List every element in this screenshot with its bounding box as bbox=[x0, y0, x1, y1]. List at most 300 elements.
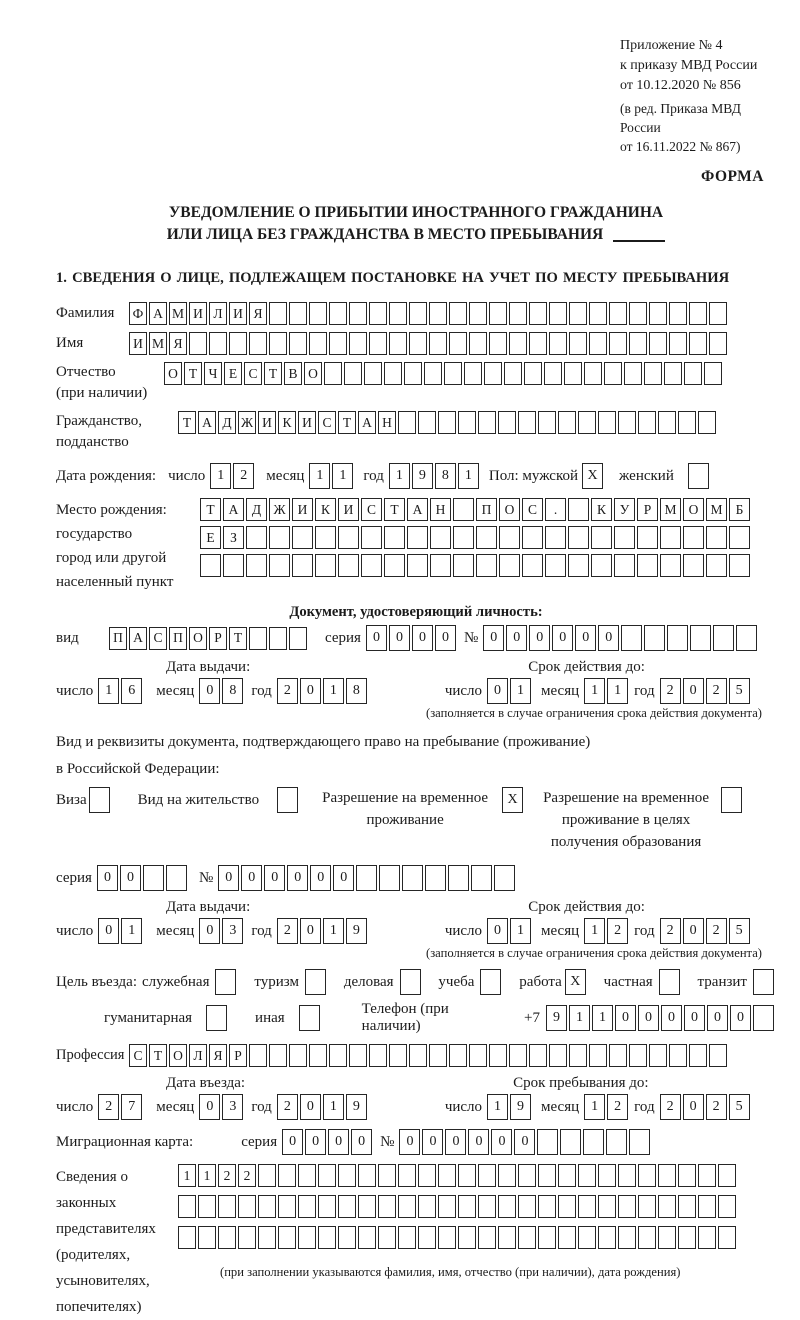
char-box[interactable] bbox=[389, 302, 407, 325]
stay-series-boxes[interactable] bbox=[97, 865, 189, 891]
char-box[interactable] bbox=[200, 554, 221, 577]
char-box[interactable]: 0 bbox=[598, 625, 619, 651]
char-box[interactable]: 0 bbox=[684, 1005, 705, 1031]
char-box[interactable] bbox=[315, 554, 336, 577]
char-box[interactable] bbox=[529, 1044, 547, 1067]
sex-male-checkbox[interactable] bbox=[582, 463, 605, 489]
char-box[interactable]: П bbox=[169, 627, 187, 650]
char-box[interactable]: 0 bbox=[218, 865, 239, 891]
char-box[interactable] bbox=[614, 526, 635, 549]
char-box[interactable] bbox=[658, 1164, 676, 1187]
char-box[interactable] bbox=[378, 1195, 396, 1218]
birth-year-boxes[interactable] bbox=[389, 463, 481, 489]
char-box[interactable] bbox=[384, 362, 402, 385]
char-box[interactable]: 1 bbox=[584, 1094, 605, 1120]
char-box[interactable] bbox=[489, 332, 507, 355]
char-box[interactable] bbox=[729, 554, 750, 577]
char-box[interactable] bbox=[664, 362, 682, 385]
char-box[interactable] bbox=[558, 411, 576, 434]
char-box[interactable] bbox=[215, 969, 236, 995]
char-box[interactable] bbox=[453, 498, 474, 521]
char-box[interactable]: 0 bbox=[683, 678, 704, 704]
char-box[interactable]: Я bbox=[249, 302, 267, 325]
char-box[interactable]: Д bbox=[218, 411, 236, 434]
char-box[interactable] bbox=[569, 1044, 587, 1067]
char-box[interactable]: 0 bbox=[435, 625, 456, 651]
char-box[interactable] bbox=[638, 411, 656, 434]
char-box[interactable] bbox=[659, 969, 680, 995]
char-box[interactable]: 0 bbox=[310, 865, 331, 891]
char-box[interactable] bbox=[458, 1195, 476, 1218]
char-box[interactable] bbox=[379, 865, 400, 891]
char-box[interactable]: . bbox=[545, 498, 566, 521]
char-box[interactable] bbox=[298, 1195, 316, 1218]
char-box[interactable]: 2 bbox=[277, 678, 298, 704]
char-box[interactable] bbox=[537, 1129, 558, 1155]
char-box[interactable] bbox=[358, 1164, 376, 1187]
char-box[interactable] bbox=[400, 969, 421, 995]
char-box[interactable] bbox=[89, 787, 110, 813]
entry-month[interactable] bbox=[199, 1094, 245, 1120]
char-box[interactable] bbox=[478, 1195, 496, 1218]
purpose-transit-checkbox[interactable] bbox=[753, 969, 776, 995]
char-box[interactable]: Ч bbox=[204, 362, 222, 385]
char-box[interactable]: А bbox=[407, 498, 428, 521]
char-box[interactable]: 2 bbox=[607, 1094, 628, 1120]
char-box[interactable] bbox=[289, 302, 307, 325]
char-box[interactable] bbox=[438, 411, 456, 434]
char-box[interactable] bbox=[338, 526, 359, 549]
char-box[interactable] bbox=[278, 1195, 296, 1218]
char-box[interactable] bbox=[458, 1226, 476, 1249]
doc-issue-year[interactable] bbox=[277, 678, 369, 704]
char-box[interactable]: 8 bbox=[222, 678, 243, 704]
char-box[interactable] bbox=[614, 554, 635, 577]
char-box[interactable] bbox=[568, 554, 589, 577]
char-box[interactable] bbox=[249, 1044, 267, 1067]
char-box[interactable]: 0 bbox=[199, 678, 220, 704]
char-box[interactable] bbox=[338, 1226, 356, 1249]
char-box[interactable] bbox=[289, 627, 307, 650]
char-box[interactable] bbox=[609, 332, 627, 355]
char-box[interactable]: 0 bbox=[98, 918, 119, 944]
char-box[interactable] bbox=[398, 1195, 416, 1218]
char-box[interactable] bbox=[469, 302, 487, 325]
char-box[interactable]: Т bbox=[149, 1044, 167, 1067]
stay-valid-day[interactable] bbox=[487, 918, 533, 944]
char-box[interactable]: М bbox=[149, 332, 167, 355]
char-box[interactable]: 1 bbox=[198, 1164, 216, 1187]
char-box[interactable]: Т bbox=[264, 362, 282, 385]
char-box[interactable] bbox=[229, 332, 247, 355]
surname-boxes[interactable] bbox=[129, 302, 729, 325]
char-box[interactable]: М bbox=[660, 498, 681, 521]
char-box[interactable]: М bbox=[169, 302, 187, 325]
doc-type-boxes[interactable] bbox=[109, 627, 309, 650]
char-box[interactable]: 2 bbox=[218, 1164, 236, 1187]
char-box[interactable] bbox=[569, 332, 587, 355]
char-box[interactable] bbox=[384, 554, 405, 577]
char-box[interactable]: 0 bbox=[468, 1129, 489, 1155]
char-box[interactable]: 3 bbox=[222, 1094, 243, 1120]
char-box[interactable] bbox=[538, 1195, 556, 1218]
char-box[interactable] bbox=[522, 526, 543, 549]
char-box[interactable] bbox=[329, 332, 347, 355]
char-box[interactable]: С bbox=[522, 498, 543, 521]
char-box[interactable] bbox=[448, 865, 469, 891]
patronymic-boxes[interactable] bbox=[164, 362, 724, 385]
char-box[interactable] bbox=[378, 1164, 396, 1187]
char-box[interactable] bbox=[292, 554, 313, 577]
char-box[interactable] bbox=[246, 554, 267, 577]
char-box[interactable] bbox=[618, 1195, 636, 1218]
char-box[interactable] bbox=[238, 1195, 256, 1218]
char-box[interactable] bbox=[721, 787, 742, 813]
char-box[interactable] bbox=[218, 1195, 236, 1218]
char-box[interactable]: 0 bbox=[282, 1129, 303, 1155]
char-box[interactable]: 1 bbox=[98, 678, 119, 704]
char-box[interactable] bbox=[409, 1044, 427, 1067]
char-box[interactable]: 0 bbox=[514, 1129, 535, 1155]
char-box[interactable] bbox=[498, 1164, 516, 1187]
char-box[interactable] bbox=[349, 302, 367, 325]
char-box[interactable] bbox=[349, 1044, 367, 1067]
char-box[interactable]: О bbox=[304, 362, 322, 385]
birthplace-row1-boxes[interactable] bbox=[200, 498, 752, 521]
char-box[interactable]: С bbox=[361, 498, 382, 521]
char-box[interactable] bbox=[429, 332, 447, 355]
char-box[interactable] bbox=[418, 1195, 436, 1218]
char-box[interactable]: М bbox=[706, 498, 727, 521]
char-box[interactable]: 2 bbox=[98, 1094, 119, 1120]
purpose-humanitarian-checkbox[interactable] bbox=[206, 1005, 229, 1031]
char-box[interactable] bbox=[499, 526, 520, 549]
char-box[interactable] bbox=[318, 1226, 336, 1249]
char-box[interactable] bbox=[189, 332, 207, 355]
char-box[interactable] bbox=[509, 1044, 527, 1067]
char-box[interactable] bbox=[358, 1195, 376, 1218]
char-box[interactable] bbox=[624, 362, 642, 385]
char-box[interactable] bbox=[669, 332, 687, 355]
char-box[interactable]: Л bbox=[189, 1044, 207, 1067]
char-box[interactable]: 1 bbox=[584, 918, 605, 944]
char-box[interactable] bbox=[558, 1195, 576, 1218]
char-box[interactable] bbox=[578, 1164, 596, 1187]
char-box[interactable] bbox=[609, 1044, 627, 1067]
char-box[interactable] bbox=[638, 1226, 656, 1249]
char-box[interactable] bbox=[369, 332, 387, 355]
char-box[interactable]: 0 bbox=[300, 918, 321, 944]
char-box[interactable]: А bbox=[358, 411, 376, 434]
char-box[interactable] bbox=[683, 526, 704, 549]
char-box[interactable] bbox=[409, 332, 427, 355]
char-box[interactable]: Ф bbox=[129, 302, 147, 325]
char-box[interactable] bbox=[658, 411, 676, 434]
char-box[interactable] bbox=[407, 526, 428, 549]
char-box[interactable] bbox=[649, 302, 667, 325]
char-box[interactable]: 3 bbox=[222, 918, 243, 944]
char-box[interactable]: 6 bbox=[121, 678, 142, 704]
char-box[interactable]: С bbox=[244, 362, 262, 385]
char-box[interactable] bbox=[704, 362, 722, 385]
char-box[interactable] bbox=[753, 969, 774, 995]
char-box[interactable]: 0 bbox=[328, 1129, 349, 1155]
char-box[interactable] bbox=[361, 554, 382, 577]
char-box[interactable]: 2 bbox=[706, 678, 727, 704]
char-box[interactable] bbox=[358, 1226, 376, 1249]
char-box[interactable] bbox=[258, 1195, 276, 1218]
char-box[interactable] bbox=[349, 332, 367, 355]
char-box[interactable]: 2 bbox=[238, 1164, 256, 1187]
char-box[interactable]: А bbox=[198, 411, 216, 434]
char-box[interactable]: И bbox=[258, 411, 276, 434]
char-box[interactable]: Р bbox=[229, 1044, 247, 1067]
char-box[interactable]: Е bbox=[200, 526, 221, 549]
char-box[interactable] bbox=[418, 1164, 436, 1187]
char-box[interactable] bbox=[591, 554, 612, 577]
residence-permit-checkbox[interactable] bbox=[277, 787, 300, 813]
visa-checkbox[interactable] bbox=[89, 787, 112, 813]
char-box[interactable]: 1 bbox=[510, 678, 531, 704]
char-box[interactable] bbox=[402, 865, 423, 891]
entry-day[interactable] bbox=[98, 1094, 144, 1120]
char-box[interactable] bbox=[549, 302, 567, 325]
char-box[interactable] bbox=[344, 362, 362, 385]
char-box[interactable] bbox=[690, 625, 711, 651]
char-box[interactable] bbox=[318, 1164, 336, 1187]
char-box[interactable]: 0 bbox=[683, 918, 704, 944]
char-box[interactable]: Ж bbox=[269, 498, 290, 521]
char-box[interactable] bbox=[568, 526, 589, 549]
char-box[interactable] bbox=[329, 302, 347, 325]
char-box[interactable]: О bbox=[189, 627, 207, 650]
char-box[interactable]: С bbox=[318, 411, 336, 434]
char-box[interactable]: П bbox=[109, 627, 127, 650]
char-box[interactable]: 0 bbox=[483, 625, 504, 651]
char-box[interactable] bbox=[269, 554, 290, 577]
char-box[interactable] bbox=[209, 332, 227, 355]
char-box[interactable] bbox=[589, 332, 607, 355]
char-box[interactable]: Р bbox=[209, 627, 227, 650]
char-box[interactable] bbox=[269, 302, 287, 325]
char-box[interactable] bbox=[698, 1195, 716, 1218]
char-box[interactable] bbox=[578, 1226, 596, 1249]
char-box[interactable]: 1 bbox=[178, 1164, 196, 1187]
char-box[interactable]: 2 bbox=[660, 678, 681, 704]
char-box[interactable]: 1 bbox=[323, 678, 344, 704]
char-box[interactable]: З bbox=[223, 526, 244, 549]
char-box[interactable] bbox=[649, 332, 667, 355]
char-box[interactable]: Т bbox=[178, 411, 196, 434]
char-box[interactable] bbox=[478, 1164, 496, 1187]
birthplace-row3-boxes[interactable] bbox=[200, 554, 752, 577]
char-box[interactable]: 2 bbox=[277, 1094, 298, 1120]
char-box[interactable] bbox=[489, 302, 507, 325]
char-box[interactable] bbox=[424, 362, 442, 385]
char-box[interactable] bbox=[598, 1164, 616, 1187]
char-box[interactable]: 0 bbox=[389, 625, 410, 651]
char-box[interactable] bbox=[509, 302, 527, 325]
char-box[interactable] bbox=[269, 332, 287, 355]
char-box[interactable] bbox=[589, 1044, 607, 1067]
char-box[interactable] bbox=[753, 1005, 774, 1031]
char-box[interactable]: С bbox=[129, 1044, 147, 1067]
char-box[interactable] bbox=[538, 1164, 556, 1187]
char-box[interactable]: 0 bbox=[638, 1005, 659, 1031]
char-box[interactable] bbox=[568, 498, 589, 521]
char-box[interactable] bbox=[324, 362, 342, 385]
char-box[interactable]: 0 bbox=[552, 625, 573, 651]
char-box[interactable]: X bbox=[582, 463, 603, 489]
char-box[interactable] bbox=[529, 302, 547, 325]
char-box[interactable] bbox=[706, 554, 727, 577]
char-box[interactable]: Р bbox=[637, 498, 658, 521]
char-box[interactable]: 2 bbox=[607, 918, 628, 944]
char-box[interactable]: 1 bbox=[458, 463, 479, 489]
char-box[interactable] bbox=[292, 526, 313, 549]
stay-until-day[interactable] bbox=[487, 1094, 533, 1120]
char-box[interactable] bbox=[277, 787, 298, 813]
char-box[interactable] bbox=[329, 1044, 347, 1067]
char-box[interactable] bbox=[484, 362, 502, 385]
char-box[interactable] bbox=[709, 332, 727, 355]
char-box[interactable] bbox=[430, 554, 451, 577]
char-box[interactable]: У bbox=[614, 498, 635, 521]
temp-permit-checkbox[interactable] bbox=[502, 787, 525, 813]
char-box[interactable] bbox=[498, 411, 516, 434]
char-box[interactable] bbox=[629, 1129, 650, 1155]
char-box[interactable] bbox=[718, 1226, 736, 1249]
char-box[interactable]: 9 bbox=[546, 1005, 567, 1031]
char-box[interactable] bbox=[544, 362, 562, 385]
char-box[interactable] bbox=[378, 1226, 396, 1249]
char-box[interactable] bbox=[246, 526, 267, 549]
char-box[interactable] bbox=[678, 1226, 696, 1249]
char-box[interactable]: К bbox=[591, 498, 612, 521]
char-box[interactable]: А bbox=[129, 627, 147, 650]
char-box[interactable] bbox=[369, 302, 387, 325]
char-box[interactable]: 0 bbox=[199, 1094, 220, 1120]
char-box[interactable]: 8 bbox=[346, 678, 367, 704]
char-box[interactable] bbox=[638, 1195, 656, 1218]
char-box[interactable] bbox=[278, 1164, 296, 1187]
char-box[interactable] bbox=[583, 1129, 604, 1155]
char-box[interactable] bbox=[361, 526, 382, 549]
char-box[interactable]: Е bbox=[224, 362, 242, 385]
char-box[interactable]: 9 bbox=[346, 918, 367, 944]
stay-valid-month[interactable] bbox=[584, 918, 630, 944]
char-box[interactable] bbox=[425, 865, 446, 891]
char-box[interactable]: С bbox=[149, 627, 167, 650]
char-box[interactable] bbox=[678, 1195, 696, 1218]
char-box[interactable]: 0 bbox=[445, 1129, 466, 1155]
char-box[interactable] bbox=[549, 332, 567, 355]
char-box[interactable] bbox=[669, 302, 687, 325]
char-box[interactable]: 0 bbox=[575, 625, 596, 651]
char-box[interactable]: 0 bbox=[333, 865, 354, 891]
char-box[interactable] bbox=[309, 302, 327, 325]
stay-until-month[interactable] bbox=[584, 1094, 630, 1120]
purpose-other-checkbox[interactable] bbox=[299, 1005, 322, 1031]
char-box[interactable]: 0 bbox=[366, 625, 387, 651]
purpose-private-checkbox[interactable] bbox=[659, 969, 682, 995]
stay-number-boxes[interactable] bbox=[218, 865, 517, 891]
char-box[interactable] bbox=[706, 526, 727, 549]
char-box[interactable] bbox=[736, 625, 757, 651]
profession-boxes[interactable] bbox=[129, 1044, 729, 1067]
char-box[interactable] bbox=[564, 362, 582, 385]
char-box[interactable] bbox=[604, 362, 622, 385]
char-box[interactable] bbox=[418, 1226, 436, 1249]
char-box[interactable]: 0 bbox=[241, 865, 262, 891]
char-box[interactable]: 1 bbox=[487, 1094, 508, 1120]
char-box[interactable] bbox=[545, 526, 566, 549]
char-box[interactable]: 5 bbox=[729, 918, 750, 944]
char-box[interactable]: И bbox=[229, 302, 247, 325]
char-box[interactable] bbox=[618, 411, 636, 434]
char-box[interactable] bbox=[249, 332, 267, 355]
stay-valid-year[interactable] bbox=[660, 918, 752, 944]
char-box[interactable]: 0 bbox=[683, 1094, 704, 1120]
representatives-row1-boxes[interactable] bbox=[178, 1164, 738, 1187]
char-box[interactable]: Н bbox=[430, 498, 451, 521]
birth-day-boxes[interactable] bbox=[210, 463, 256, 489]
char-box[interactable] bbox=[338, 1164, 356, 1187]
char-box[interactable] bbox=[606, 1129, 627, 1155]
char-box[interactable]: 1 bbox=[607, 678, 628, 704]
char-box[interactable]: 0 bbox=[491, 1129, 512, 1155]
char-box[interactable] bbox=[667, 625, 688, 651]
char-box[interactable]: Т bbox=[200, 498, 221, 521]
char-box[interactable]: 2 bbox=[706, 1094, 727, 1120]
char-box[interactable] bbox=[518, 1226, 536, 1249]
doc-issue-month[interactable] bbox=[199, 678, 245, 704]
char-box[interactable]: О bbox=[499, 498, 520, 521]
char-box[interactable]: 1 bbox=[210, 463, 231, 489]
char-box[interactable] bbox=[464, 362, 482, 385]
char-box[interactable]: 1 bbox=[309, 463, 330, 489]
char-box[interactable]: О bbox=[164, 362, 182, 385]
char-box[interactable] bbox=[644, 362, 662, 385]
char-box[interactable]: К bbox=[315, 498, 336, 521]
char-box[interactable] bbox=[689, 332, 707, 355]
char-box[interactable] bbox=[678, 411, 696, 434]
stay-issue-day[interactable] bbox=[98, 918, 144, 944]
char-box[interactable] bbox=[649, 1044, 667, 1067]
char-box[interactable] bbox=[178, 1195, 196, 1218]
char-box[interactable]: Я bbox=[209, 1044, 227, 1067]
birthplace-row2-boxes[interactable] bbox=[200, 526, 752, 549]
char-box[interactable]: 1 bbox=[121, 918, 142, 944]
char-box[interactable] bbox=[489, 1044, 507, 1067]
char-box[interactable]: 2 bbox=[233, 463, 254, 489]
char-box[interactable]: 1 bbox=[510, 918, 531, 944]
char-box[interactable] bbox=[684, 362, 702, 385]
char-box[interactable]: И bbox=[292, 498, 313, 521]
char-box[interactable] bbox=[269, 1044, 287, 1067]
char-box[interactable]: 1 bbox=[323, 918, 344, 944]
stay-issue-month[interactable] bbox=[199, 918, 245, 944]
char-box[interactable] bbox=[538, 411, 556, 434]
char-box[interactable] bbox=[518, 411, 536, 434]
char-box[interactable] bbox=[609, 302, 627, 325]
char-box[interactable]: 5 bbox=[729, 678, 750, 704]
char-box[interactable] bbox=[418, 411, 436, 434]
char-box[interactable] bbox=[258, 1226, 276, 1249]
char-box[interactable] bbox=[471, 865, 492, 891]
char-box[interactable] bbox=[238, 1226, 256, 1249]
doc-issue-day[interactable] bbox=[98, 678, 144, 704]
